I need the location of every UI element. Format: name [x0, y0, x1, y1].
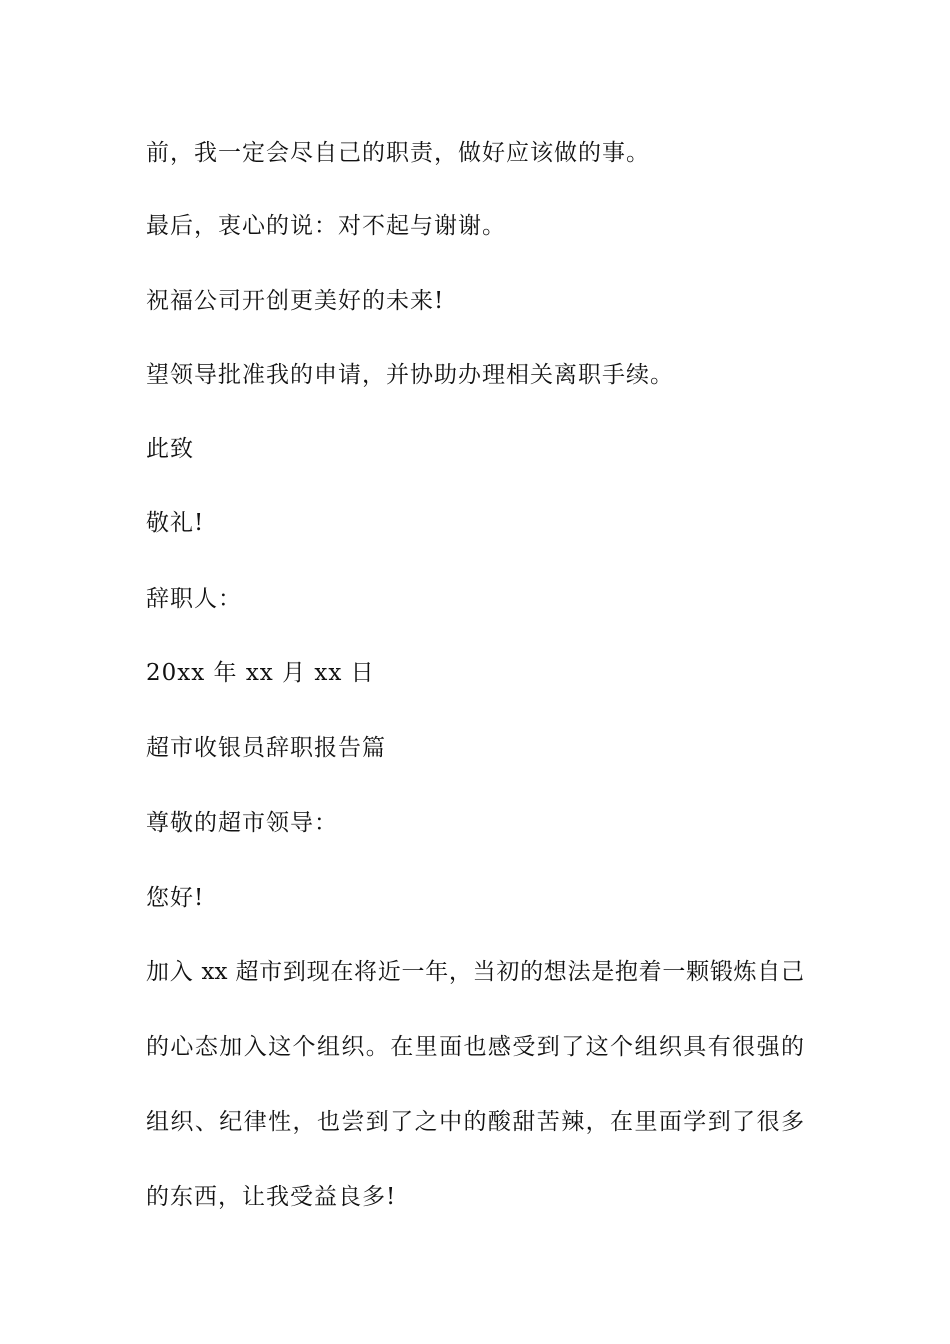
text-line: 敬礼! — [146, 510, 205, 536]
paragraph-line: 组织、纪律性，也尝到了之中的酸甜苦辣，在里面学到了很多 — [146, 1109, 804, 1135]
greeting: 您好! — [146, 885, 205, 911]
paragraph-line: 加入 xx 超市到现在将近一年，当初的想法是抱着一颗锻炼自己 — [146, 959, 804, 985]
salutation: 尊敬的超市领导： — [146, 810, 338, 836]
section-heading: 超市收银员辞职报告篇 — [146, 735, 386, 761]
date-line: 20xx 年 xx 月 xx 日 — [146, 660, 375, 686]
text-line: 此致 — [146, 436, 194, 462]
text-line: 祝福公司开创更美好的未来! — [146, 288, 445, 314]
paragraph-line: 的心态加入这个组织。在里面也感受到了这个组织具有很强的 — [146, 1034, 804, 1060]
text-line: 望领导批准我的申请，并协助办理相关离职手续。 — [146, 362, 674, 388]
text-line: 辞职人： — [146, 586, 242, 612]
text-line: 前，我一定会尽自己的职责，做好应该做的事。 — [146, 140, 650, 166]
paragraph-line: 的东西，让我受益良多! — [146, 1184, 397, 1210]
text-line: 最后，衷心的说：对不起与谢谢。 — [146, 213, 506, 239]
